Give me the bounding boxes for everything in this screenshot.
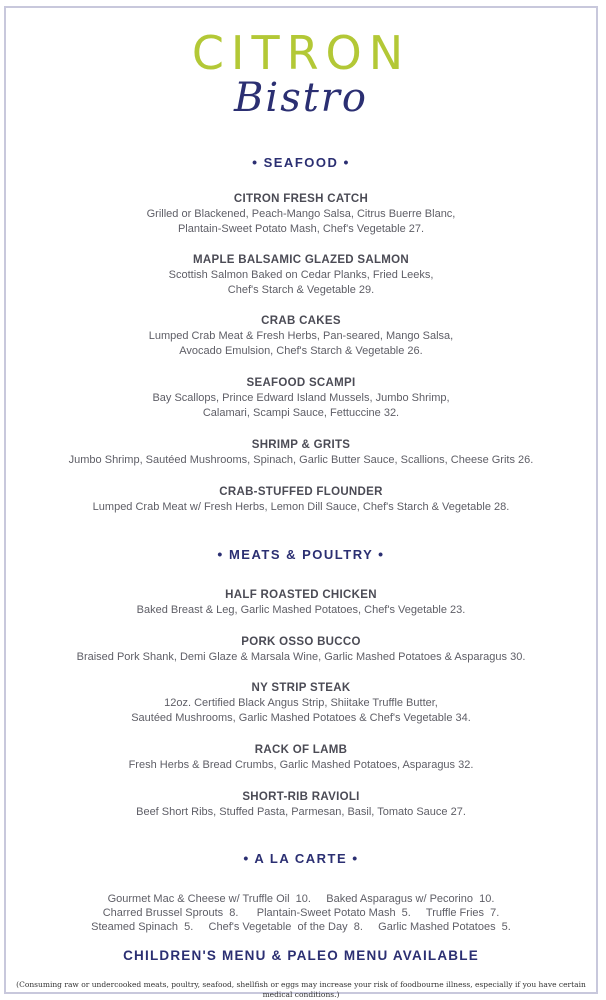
alacarte-line: Gourmet Mac & Cheese w/ Truffle Oil 10. Baked Asparagus w/ Pecorino 10. (107, 893, 495, 905)
menu-page (4, 6, 598, 999)
menu-item (6, 314, 596, 359)
menu-item (6, 588, 596, 618)
item-desc: Braised Pork Shank, Demi Glaze & Marsala Wine, Garlic Mashed Potatoes & Asparagus 30. (76, 651, 526, 663)
item-name: NY STRIP STEAK (251, 682, 351, 694)
item-name: RACK OF LAMB (254, 744, 348, 756)
item-name: CRAB CAKES (261, 315, 341, 327)
menu-item (6, 681, 596, 726)
item-desc: Grilled or Blackened, Peach-Mango Salsa, Citrus Buerre Blanc, (146, 208, 456, 220)
item-name: SEAFOOD SCAMPI (246, 377, 356, 389)
item-name: MAPLE BALSAMIC GLAZED SALMON (192, 254, 410, 266)
item-desc: Baked Breast & Leg, Garlic Mashed Potatoes, Chef's Vegetable 23. (136, 604, 466, 616)
bullet-icon: • (343, 154, 350, 170)
menu-item (6, 485, 596, 515)
alacarte-line: Steamed Spinach 5. Chef's Vegetable of the Day 8. Garlic Mashed Potatoes 5. (91, 921, 511, 933)
bullet-icon: • (252, 154, 259, 170)
brand-subtitle: Bistro (234, 75, 368, 121)
menu-item (6, 635, 596, 665)
health-warning: (Consuming raw or undercooked meats, poultry, seafood, shellfish or eggs may increase your risk of foodbourne illness, especially if you have certain medical conditions.) (16, 980, 586, 999)
alacarte-line: Charred Brussel Sprouts 8. Plantain-Sweet Potato Mash 5. Truffle Fries 7. (102, 907, 500, 919)
item-desc: Scottish Salmon Baked on Cedar Planks, Fried Leeks, (168, 269, 434, 281)
meats-heading (6, 546, 596, 562)
item-desc: Jumbo Shrimp, Sautéed Mushrooms, Spinach, Garlic Butter Sauce, Scallions, Cheese Grits 26. (68, 454, 534, 466)
bullet-icon: • (378, 546, 385, 562)
item-desc: Beef Short Ribs, Stuffed Pasta, Parmesan, Basil, Tomato Sauce 27. (136, 806, 466, 818)
item-desc: Lumped Crab Meat & Fresh Herbs, Pan-seared, Mango Salsa, (148, 330, 454, 342)
item-desc: Fresh Herbs & Bread Crumbs, Garlic Mashed Potatoes, Asparagus 32. (128, 759, 474, 771)
item-name: CITRON FRESH CATCH (233, 193, 369, 205)
item-desc: Lumped Crab Meat w/ Fresh Herbs, Lemon Dill Sauce, Chef's Starch & Vegetable 28. (92, 501, 510, 513)
menu-item (6, 790, 596, 820)
alacarte-list (6, 892, 596, 934)
menu-item (6, 376, 596, 421)
item-desc: Sautéed Mushrooms, Garlic Mashed Potatoes & Chef's Vegetable 34. (131, 712, 471, 724)
item-name: SHORT-RIB RAVIOLI (242, 791, 360, 803)
item-desc: Chef's Starch & Vegetable 29. (227, 284, 375, 296)
seafood-heading-label: SEAFOOD (263, 155, 339, 170)
item-desc: Bay Scallops, Prince Edward Island Mussels, Jumbo Shrimp, (152, 392, 450, 404)
item-desc: Avocado Emulsion, Chef's Starch & Vegetable 26. (179, 345, 423, 357)
alacarte-heading-label: A LA CARTE (254, 851, 348, 866)
menu-item (6, 192, 596, 237)
bullet-icon: • (217, 546, 224, 562)
children-menu-note: CHILDREN'S MENU & PALEO MENU AVAILABLE (123, 948, 479, 963)
item-desc: 12oz. Certified Black Angus Strip, Shiitake Truffle Butter, (164, 697, 438, 709)
menu-item (6, 438, 596, 468)
menu-item (6, 253, 596, 298)
item-desc: Calamari, Scampi Sauce, Fettuccine 32. (202, 407, 400, 419)
item-desc: Plantain-Sweet Potato Mash, Chef's Vegetable 27. (177, 223, 425, 235)
seafood-heading (6, 154, 596, 170)
alacarte-heading (6, 850, 596, 866)
item-name: HALF ROASTED CHICKEN (225, 589, 377, 601)
meats-heading-label: MEATS & POULTRY (228, 547, 374, 562)
bullet-icon: • (352, 850, 359, 866)
brand-title: CITRON (191, 26, 411, 80)
menu-item (6, 743, 596, 773)
item-name: PORK OSSO BUCCO (241, 636, 361, 648)
item-name: CRAB-STUFFED FLOUNDER (219, 486, 383, 498)
bullet-icon: • (243, 850, 250, 866)
item-name: SHRIMP & GRITS (251, 439, 351, 451)
